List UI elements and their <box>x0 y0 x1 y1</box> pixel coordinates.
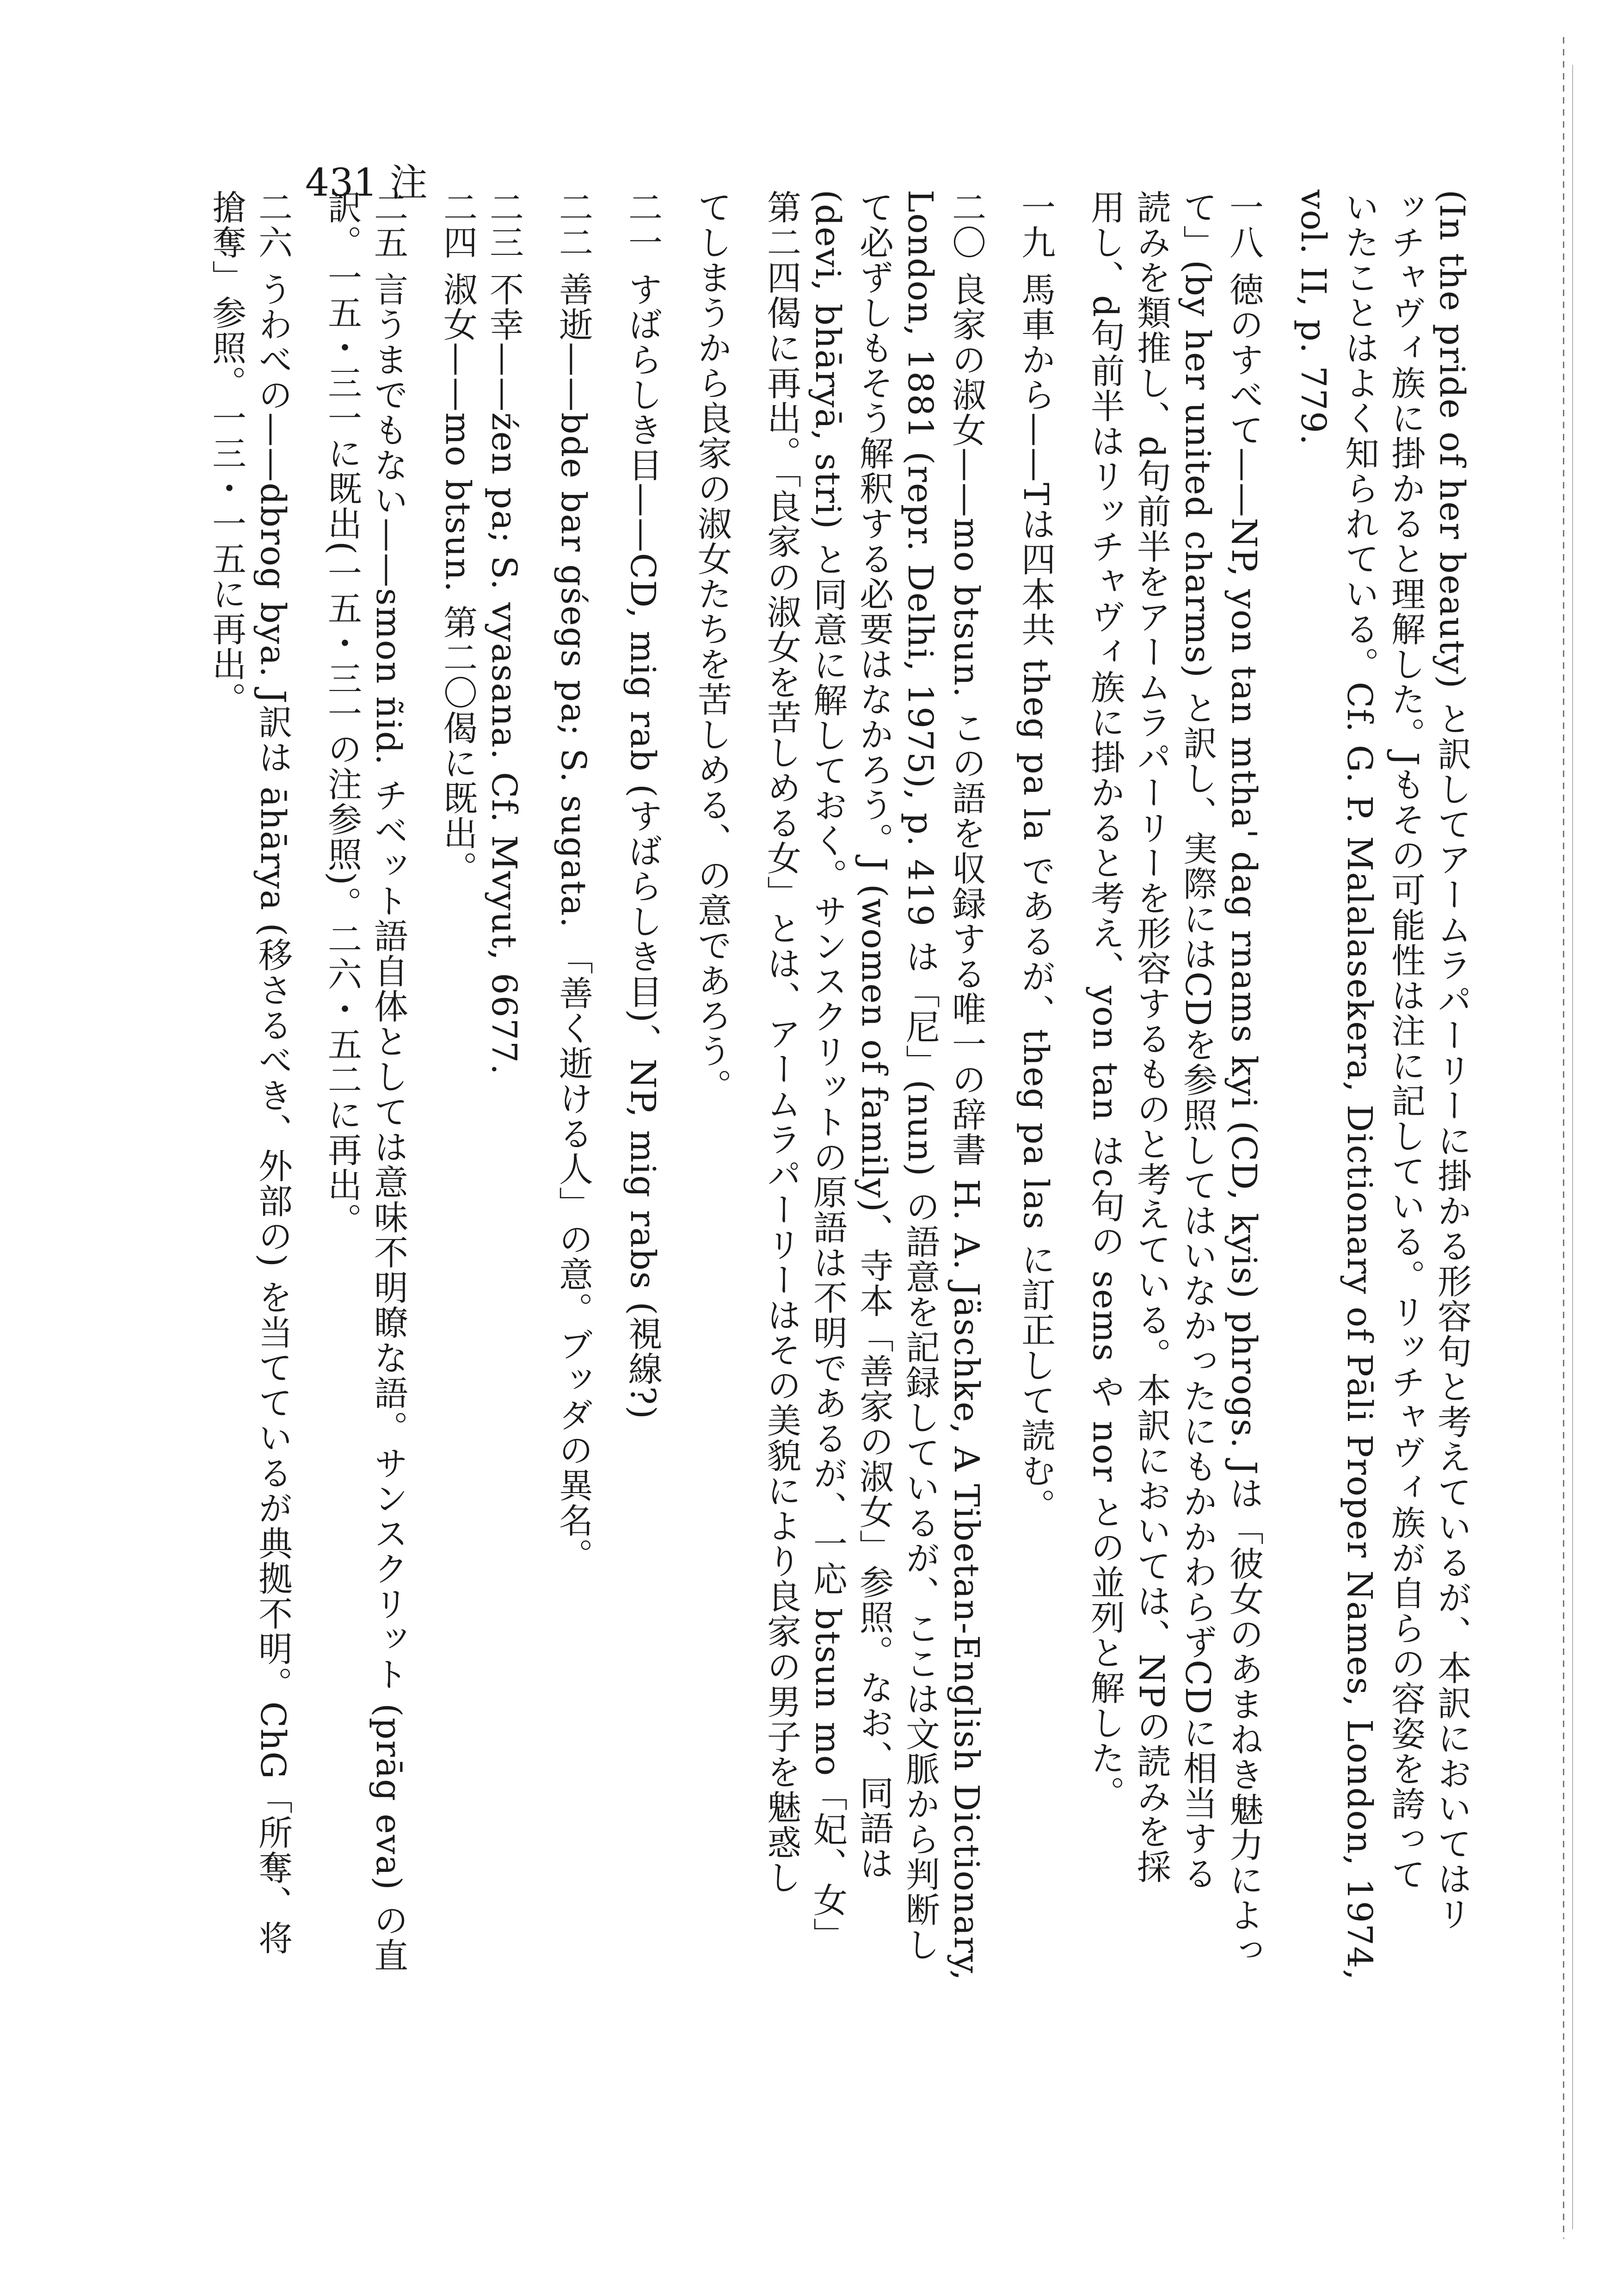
note-20-number: 二〇 <box>947 190 986 260</box>
note-18-line-1 <box>1221 190 1267 2160</box>
page-number: 431 <box>305 161 378 205</box>
note-20-line-4: (devi, bhāryā, stri) と同意に解しておく。サンスクリットの原語は不明であるが、一応 btsun mo「妃、女」 <box>808 190 848 1953</box>
note-continuation-line-2: ッチャヴィ族に掛かると理解した。Jもその可能性は注に記している。リッチャヴィ族が自らの容姿を誇って <box>1386 190 1426 1892</box>
note-20-line-6: てしまうから良家の淑女たちを苦しめる、の意であろう。 <box>692 190 732 1104</box>
note-25-number: 二五 <box>369 190 408 260</box>
note-26-number: 二六 <box>253 190 293 260</box>
note-20-line-5: 第二四偈に再出。「良家の淑女を苦しめる女」とは、アームラパーリーはその美貌により良家の男子を魅惑し <box>762 190 801 1895</box>
note-23-text: 不幸——źen pa; S. vyasana. Cf. Mvyut, 6677. <box>484 272 524 1076</box>
note-19-text: 馬車から——Tは四本共 theg pa la であるが、theg pa las に訂正して読む。 <box>1016 272 1056 1524</box>
note-18-line-4: 用し、d句前半はリッチャヴィ族に掛かると考え、yon tan はc句の sems や nor との並列と解した。 <box>1085 190 1125 1811</box>
note-18-text: 徳のすべて——NP, yon tan mtha' dag rnams kyi (CD, kyis) phrogs. Jは「彼女のあまねき魅力によっ <box>1224 272 1264 1968</box>
note-25-text: 言うまでもない——smon ñid. チベット語自体としては意味不明瞭な語。サンスクリット (prāg eva) の直 <box>369 272 408 1973</box>
notes-body <box>207 190 1489 2160</box>
note-continuation-line-4: vol. II, p. 779. <box>1293 190 1333 446</box>
note-24-number: 二四 <box>438 190 478 260</box>
note-20-line-2: London, 1881 (repr. Delhi, 1975), p. 419 は「尼」(nun) の語意を記録しているが、ここは文脈から判断し <box>900 190 940 1963</box>
note-23-line-1 <box>481 190 527 2160</box>
note-22-text: 善逝——bde bar gśegs pa; S. sugata. 「善く逝ける人」の意。ブッダの異名。 <box>553 272 593 1574</box>
note-18-line-2: て」(by her united charms) と訳し、実際にはCDを参照してはいなかったにもかかわらずCDに相当する <box>1178 190 1217 1891</box>
note-21-text: すばらしき目——CD, mig rab (すばらしき目)、NP, mig rabs (視線?) <box>623 272 663 1420</box>
note-26-line-2: 搶奪」参照。一三・一五に再出。 <box>207 190 246 717</box>
note-24-line-1 <box>435 190 481 2160</box>
note-18-number: 一八 <box>1224 190 1264 260</box>
note-19-line-1 <box>1013 190 1059 2160</box>
note-20-text: 良家の淑女——mo btsun. この語を収録する唯一の辞書 H. A. Jäschke, A Tibetan-English Dictionary, <box>947 272 986 1981</box>
note-continuation-line-1: (In the pride of her beauty) と訳してアームラパーリーに掛かる形容句と考えているが、本訳においてはリ <box>1432 190 1472 1932</box>
note-21-line-1 <box>620 190 666 2160</box>
note-continuation-line-3: いたことはよく知られている。Cf. G. P. Malalasekera, Dictionary of Pāli Proper Names, London, 1974, <box>1340 190 1379 1981</box>
note-26-text: うわべの——dbrog bya. J訳は āhārya (移さるべき、外部の) を当てているが典拠不明。ChG「所奪、将 <box>253 272 293 1956</box>
note-22-number: 二二 <box>553 190 593 260</box>
note-19-number: 一九 <box>1016 190 1056 260</box>
page-edge-mark <box>1563 37 1564 2239</box>
page-edge-line <box>1572 65 1573 2229</box>
note-20-line-3: て必ずしもそう解釈する必要はなかろう。J (women of family)、寺本「善家の淑女」参照。なお、同語は <box>854 190 894 1881</box>
section-title: 注 <box>389 161 428 205</box>
note-21-number: 二一 <box>623 190 663 260</box>
note-25-line-2: 訳。一五・三一に既出(一五・三一の注参照)。二六・五二に再出。 <box>322 190 362 1238</box>
note-26-line-1 <box>250 190 296 2160</box>
note-22-line-1 <box>550 190 596 2160</box>
note-20-line-1 <box>943 190 990 2160</box>
note-24-text: 淑女——mo btsun. 第二〇偈に既出。 <box>438 272 478 886</box>
note-25-line-1 <box>365 190 412 2160</box>
note-23-number: 二三 <box>484 190 524 260</box>
note-18-line-3: 読みを類推し、d句前半をアームラパーリーを形容するものと考えている。本訳においては、NPの読みを採 <box>1131 190 1171 1884</box>
